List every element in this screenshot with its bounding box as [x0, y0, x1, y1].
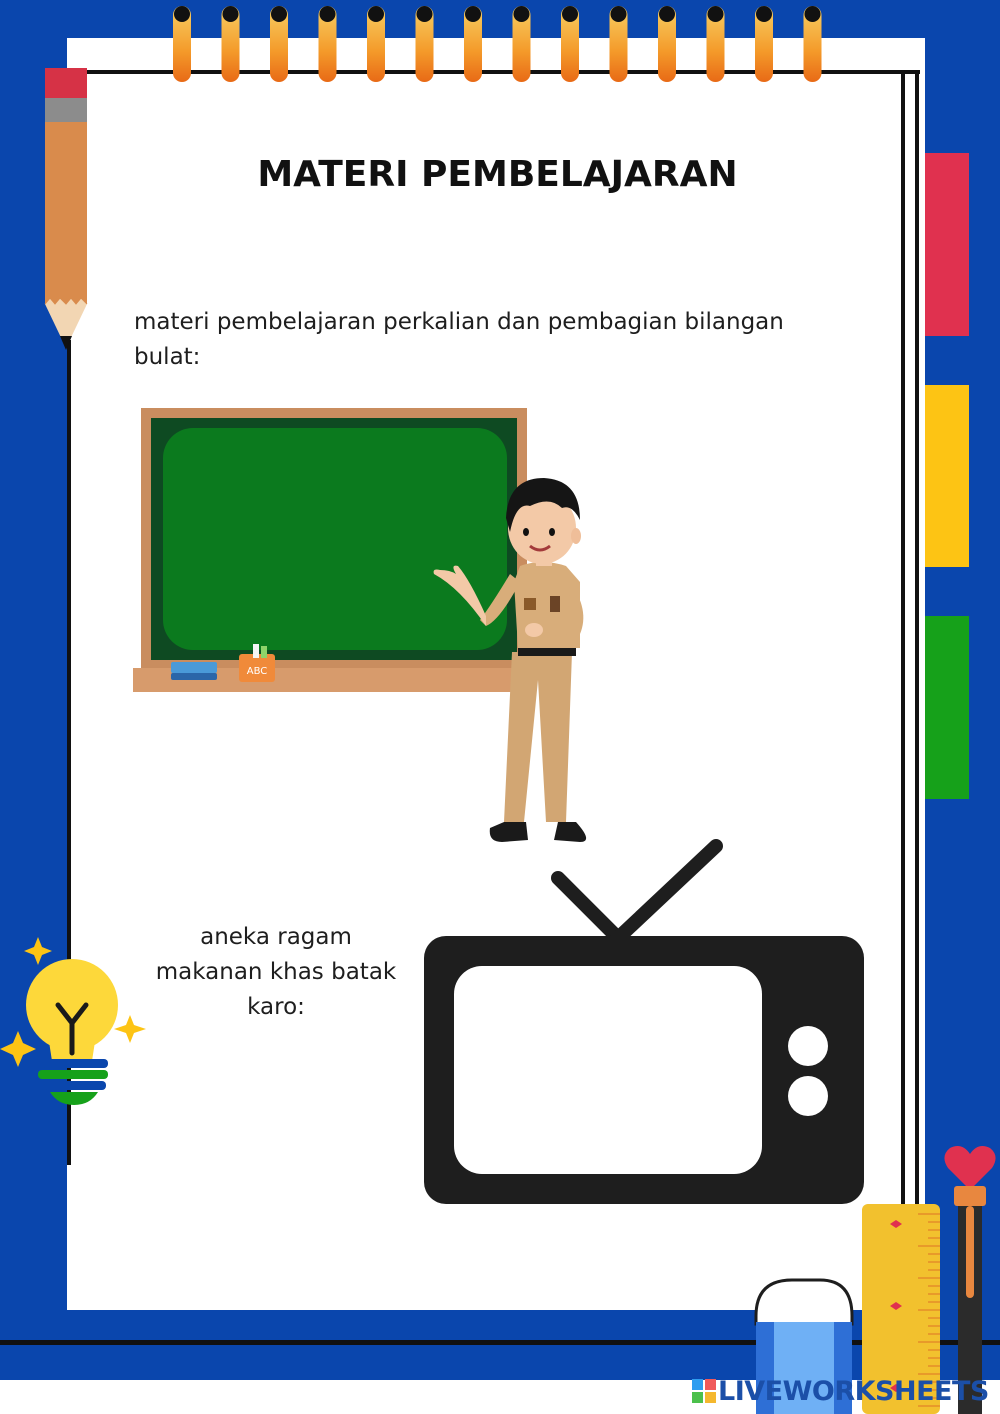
lightbulb-icon: [0, 935, 150, 1110]
spiral-hole: [805, 6, 821, 22]
spiral-hole: [417, 6, 433, 22]
chalk-box-label: ABC: [246, 666, 268, 677]
heart-pencil-icon: [940, 1142, 1000, 1414]
frame-right-line-2: [915, 72, 919, 1310]
pencil-icon: [40, 66, 100, 356]
intro-paragraph: materi pembelajaran perkalian dan pembagian bilangan bulat:: [134, 309, 784, 370]
caption-line-2: makanan khas batak: [155, 959, 397, 985]
spiral-hole: [271, 6, 287, 22]
caption-line-3: karo:: [247, 994, 305, 1020]
tab-red: [922, 153, 969, 336]
page-title: MATERI PEMBELAJARAN: [257, 154, 738, 195]
spiral-hole: [320, 6, 336, 22]
spiral-hole: [659, 6, 675, 22]
watermark: [692, 1376, 989, 1406]
frame-right-line-1: [901, 72, 905, 1310]
spiral-binding: [160, 0, 840, 86]
tv-icon: [420, 836, 868, 1208]
spiral-hole: [756, 6, 772, 22]
spiral-hole: [708, 6, 724, 22]
food-caption: [140, 920, 412, 1025]
teacher-illustration: [430, 470, 610, 850]
spiral-hole: [514, 6, 530, 22]
spiral-hole: [562, 6, 578, 22]
spiral-hole: [174, 6, 190, 22]
caption-line-1: aneka ragam: [200, 924, 352, 950]
spiral-hole: [465, 6, 481, 22]
spiral-hole: [611, 6, 627, 22]
tab-green: [922, 616, 969, 799]
spiral-hole: [223, 6, 239, 22]
spiral-hole: [368, 6, 384, 22]
watermark-text: LIVEWORKSHEETS: [718, 1376, 989, 1407]
liveworksheets-logo-icon: [692, 1379, 716, 1403]
tab-yellow: [922, 385, 969, 567]
